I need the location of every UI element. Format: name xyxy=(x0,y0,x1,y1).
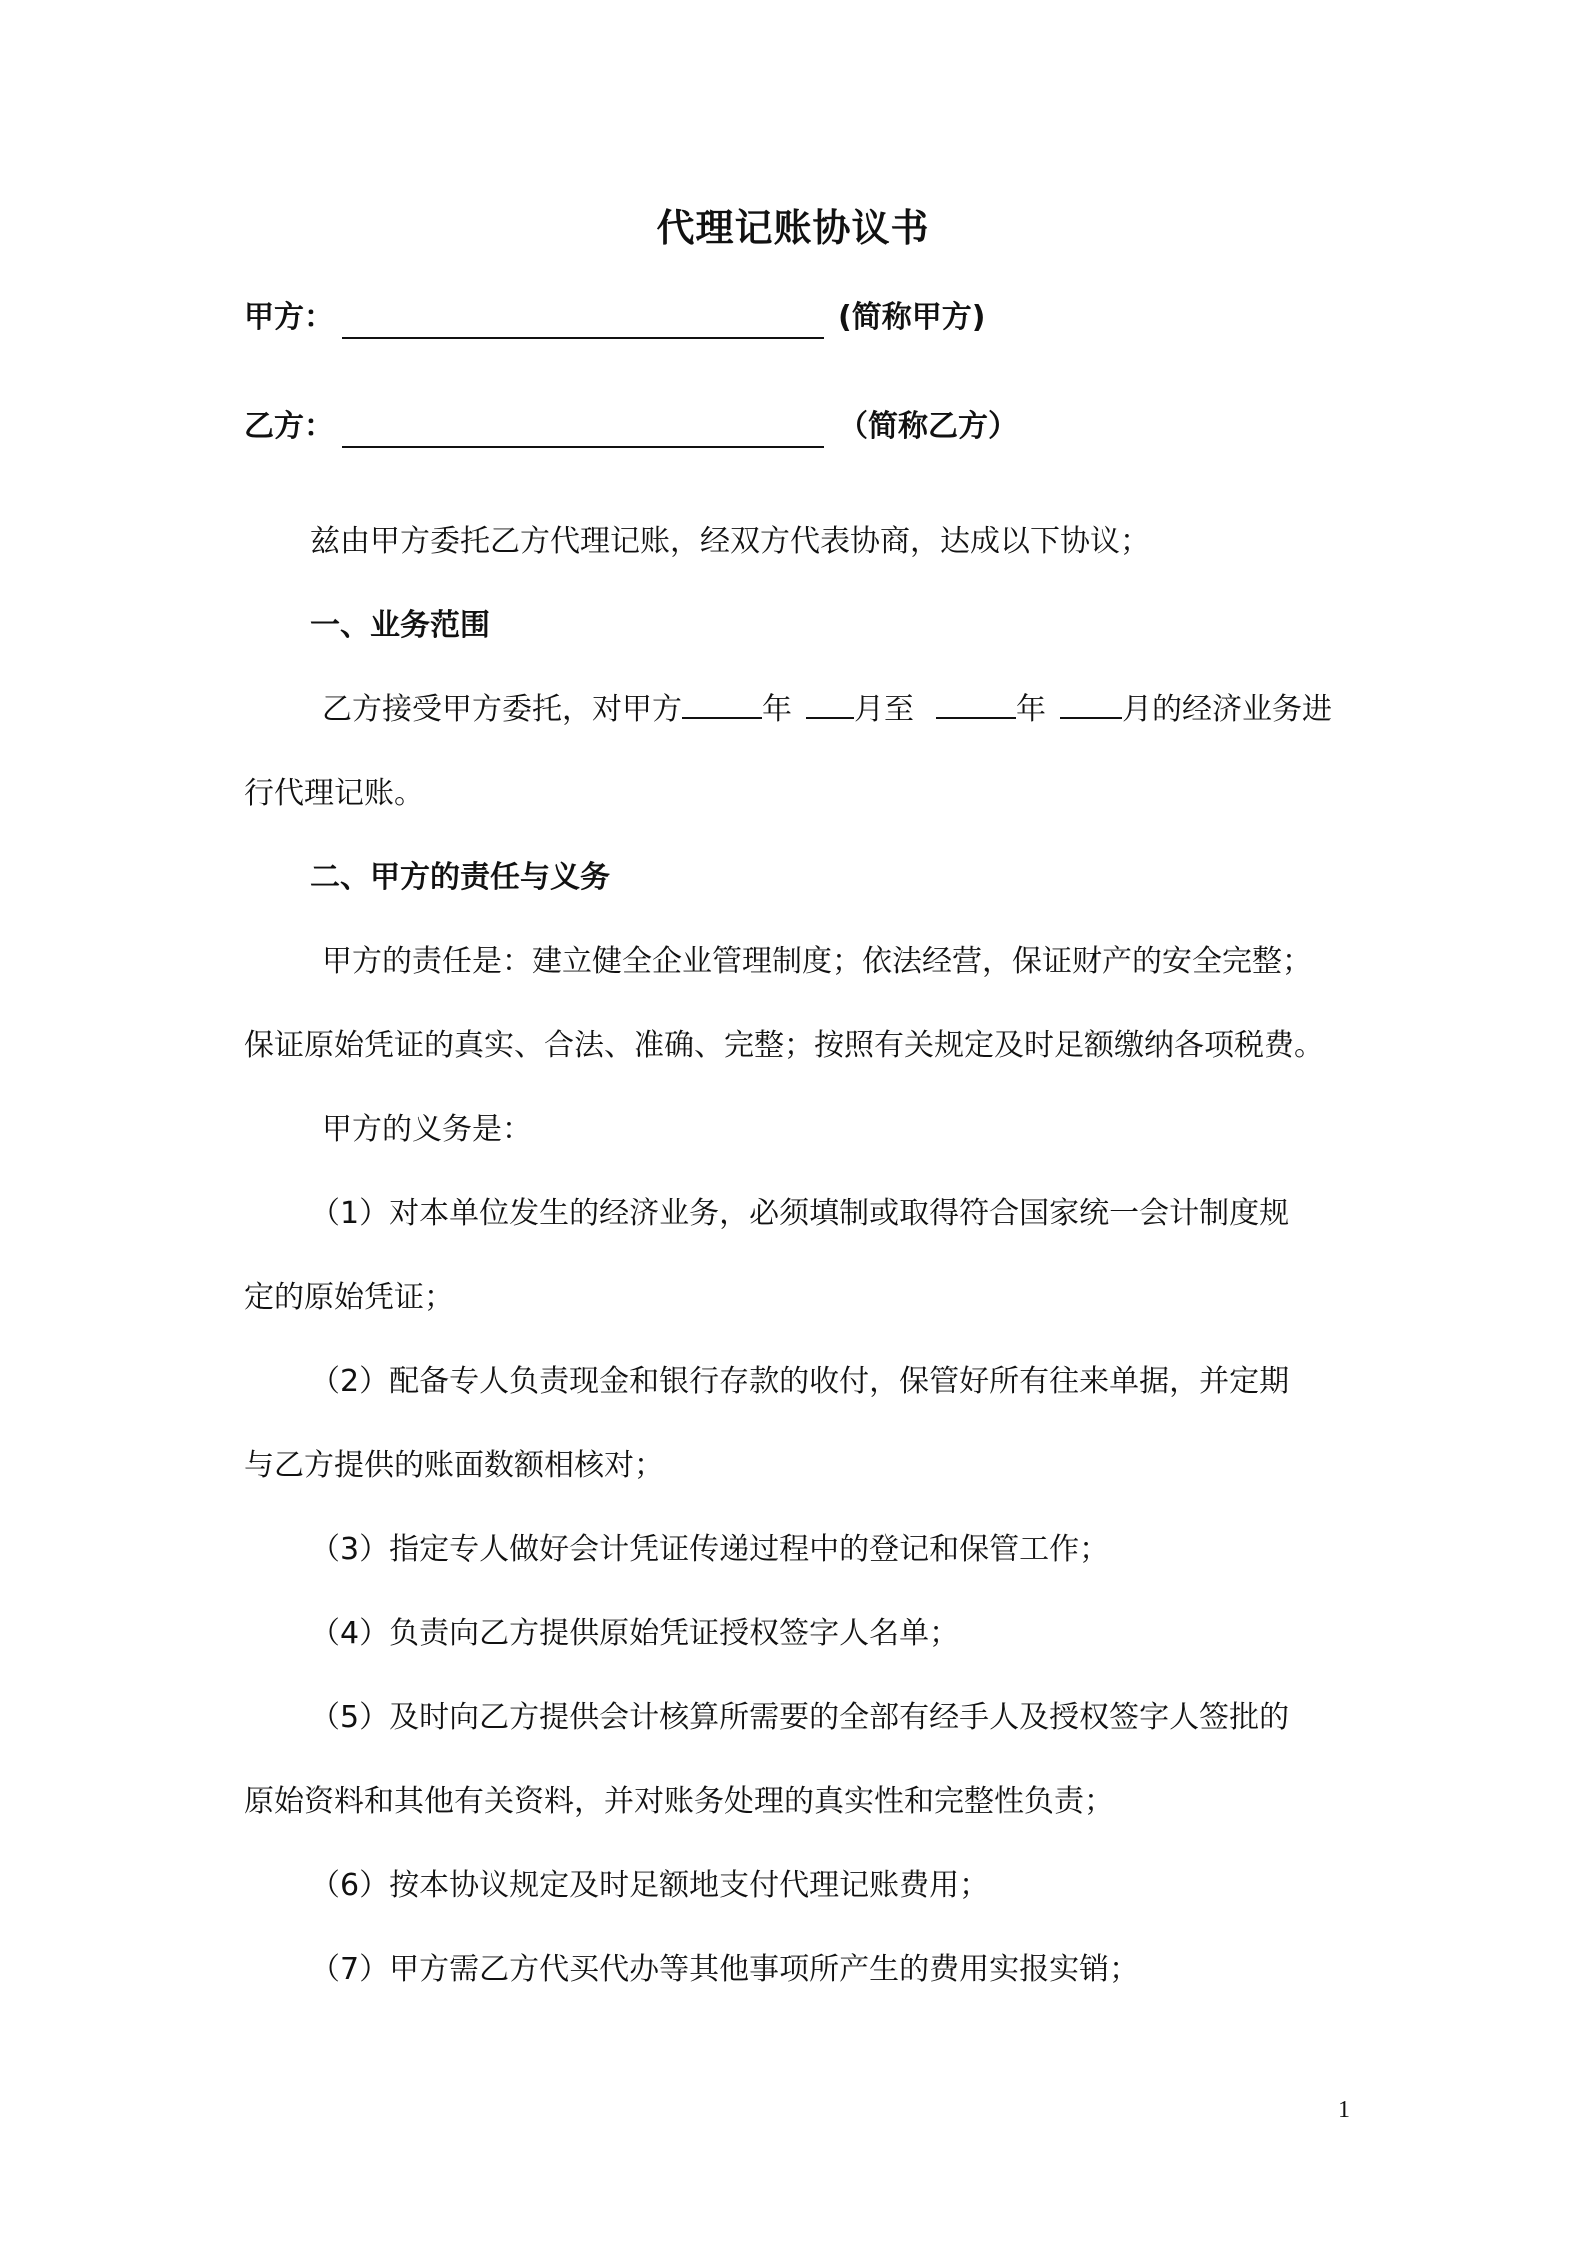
duty-item3: （3）指定专人做好会计凭证传递过程中的登记和保管工作； xyxy=(310,1532,1110,1567)
duty-item1-line2: 定的原始凭证； xyxy=(244,1280,454,1315)
party-b-blank xyxy=(342,406,824,448)
section1-line1 xyxy=(244,668,1432,752)
duty-item4: （4）负责向乙方提供原始凭证授权签字人名单； xyxy=(310,1616,960,1651)
start-month-label: 月至 xyxy=(854,692,914,727)
section1-text-part2: 月的经济业务进 xyxy=(1122,692,1332,727)
party-b-line xyxy=(244,399,1018,455)
section1-heading: 一、业务范围 xyxy=(310,608,490,643)
duty-item6: （6）按本协议规定及时足额地支付代理记账费用； xyxy=(310,1868,990,1903)
start-month-blank xyxy=(806,681,854,719)
intro-paragraph: 兹由甲方委托乙方代理记账，经双方代表协商，达成以下协议； xyxy=(310,524,1150,559)
document-title: 代理记账协议书 xyxy=(656,206,930,250)
party-a-note: (简称甲方) xyxy=(838,300,986,335)
duty-item2-line1: （2）配备专人负责现金和银行存款的收付，保管好所有往来单据，并定期 xyxy=(310,1364,1290,1399)
start-year-label: 年 xyxy=(762,692,792,727)
end-month-blank xyxy=(1060,681,1122,719)
party-a-label: 甲方： xyxy=(244,300,334,335)
section1-line2: 行代理记账。 xyxy=(244,776,424,811)
section1-text-part1: 乙方接受甲方委托，对甲方 xyxy=(322,692,682,727)
end-year-blank xyxy=(936,681,1016,719)
duty-item1-line1: （1）对本单位发生的经济业务，必须填制或取得符合国家统一会计制度规 xyxy=(310,1196,1290,1231)
duty-item5-line2: 原始资料和其他有关资料，并对账务处理的真实性和完整性负责； xyxy=(244,1784,1114,1819)
party-a-line xyxy=(244,290,985,346)
party-b-note: （简称乙方） xyxy=(838,409,1018,444)
duty-item2-line2: 与乙方提供的账面数额相核对； xyxy=(244,1448,664,1483)
duty-item5-line1: （5）及时向乙方提供会计核算所需要的全部有经手人及授权签字人签批的 xyxy=(310,1700,1290,1735)
duty-intro: 甲方的义务是： xyxy=(322,1112,532,1147)
duty-item7: （7）甲方需乙方代买代办等其他事项所产生的费用实报实销； xyxy=(310,1952,1140,1987)
party-b-label: 乙方： xyxy=(244,409,334,444)
end-year-label: 年 xyxy=(1016,692,1046,727)
section2-heading: 二、甲方的责任与义务 xyxy=(310,860,610,895)
responsibility-line1: 甲方的责任是：建立健全企业管理制度；依法经营，保证财产的安全完整； xyxy=(322,944,1312,979)
party-a-blank xyxy=(342,297,824,339)
start-year-blank xyxy=(682,681,762,719)
responsibility-line2: 保证原始凭证的真实、合法、准确、完整；按照有关规定及时足额缴纳各项税费。 xyxy=(244,1028,1324,1063)
page-number: 1 xyxy=(1338,2097,1350,2123)
